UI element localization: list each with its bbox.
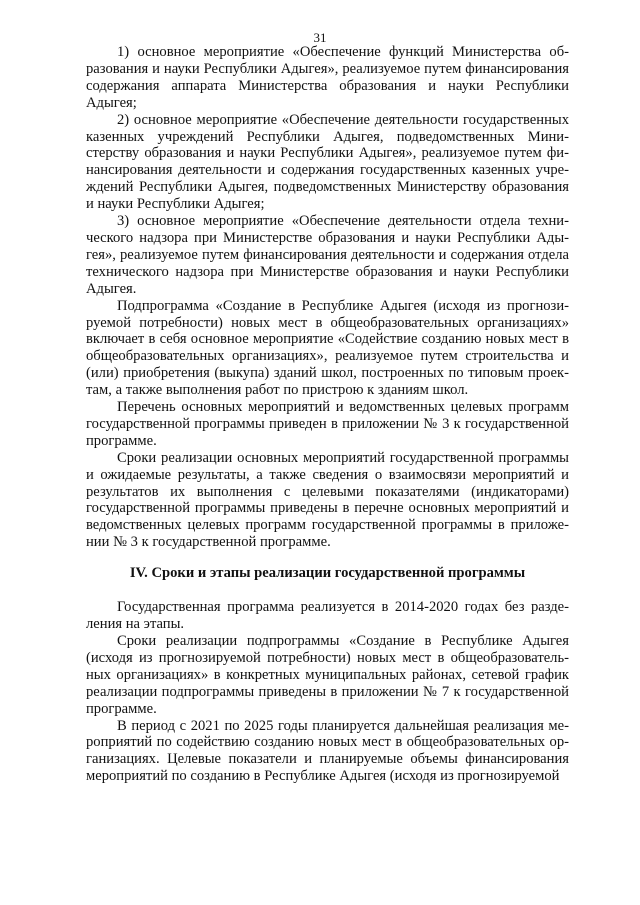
- paragraph-subprogram-terms: Сроки реализации подпрограммы «Создание в Республике Адыгея (исходя из прогнозируемой потребности) новых мест в общеобразовательных организациях» в конкретных муниципальных районах, сетевой график реализации подпрограммы приведены в приложении № 7 к государственной программе.: [86, 633, 569, 717]
- page-number: 31: [313, 30, 327, 45]
- paragraph-subprogram: Подпрограмма «Создание в Республике Адыгея (исходя из прогнозируемой потребности) новых мест в общеобразовательных организациях» включает в себя основное мероприятие «Содействие созданию новых мест в общеобразовательных организациях», реализуемое путем строительства и (или) приобретения (выкупа) зданий школ, построенных по типовым проектам, а также выполнения работ по пристрою к зданиям школ.: [86, 297, 569, 399]
- section-heading: IV. Сроки и этапы реализации государственной программы: [129, 565, 526, 582]
- paragraph-item-2: 2) основное мероприятие «Обеспечение деятельности государственных казенных учреждений Республики Адыгея, подведомственных Министерству образования и науки Республики Адыгея», реализуемое путем финансирования деятельности и содержания государственных казенных учреждений Республики Адыгея, подведомственных Министерству образования и науки Республики Адыгея;: [86, 111, 569, 213]
- paragraph-item-1: 1) основное мероприятие «Обеспечение функций Министерства образования и науки Республики Адыгея», реализуемое путем финансирования содержания аппарата Министерства образования и науки Республики Адыгея;: [86, 44, 569, 111]
- paragraph-deadlines: Сроки реализации основных мероприятий государственной программы и ожидаемые результаты, а также сведения о взаимосвязи мероприятий и результатов их выполнения с целевыми показателями (индикаторами) государственной программы приведены в перечне основных мероприятий и ведомственных целевых программ государственной программы в приложении № 3 к государственной программе.: [86, 449, 569, 551]
- document-body: [86, 44, 569, 785]
- paragraph-period: Государственная программа реализуется в 2014-2020 годах без разделения на этапы.: [86, 599, 569, 633]
- paragraph-list-reference: Перечень основных мероприятий и ведомственных целевых программ государственной программы приведен в приложении № 3 к государственной программе.: [86, 399, 569, 449]
- paragraph-item-3: 3) основное мероприятие «Обеспечение деятельности отдела технического надзора при Министерстве образования и науки Республики Адыгея», реализуемое путем финансирования деятельности и содержания отдела технического надзора при Министерстве образования и науки Республики Адыгея.: [86, 213, 569, 297]
- paragraph-future-plans: В период с 2021 по 2025 годы планируется дальнейшая реализация мероприятий по содействию созданию новых мест в общеобразовательных организациях. Целевые показатели и планируемые объемы финансирования мероприятий по созданию в Республике Адыгея (исходя из прогнозируемой: [86, 717, 569, 785]
